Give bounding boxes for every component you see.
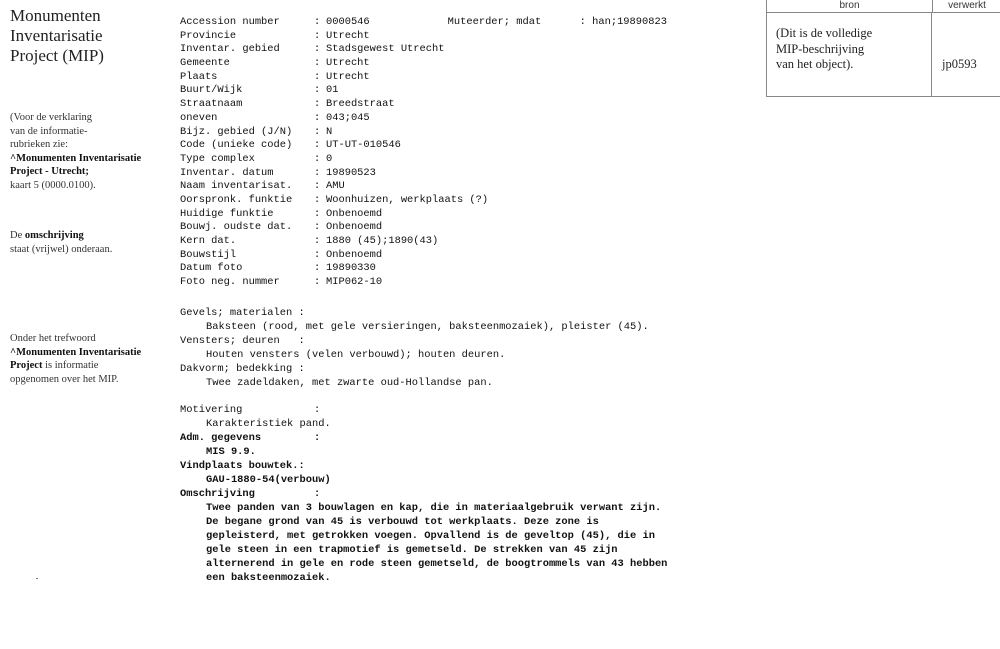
field-separator: : bbox=[314, 125, 321, 138]
field-label: oneven bbox=[180, 111, 218, 124]
field-label: Buurt/Wijk bbox=[180, 84, 243, 97]
verwerkt-header: verwerkt bbox=[948, 0, 986, 11]
adm-label: Adm. gegevens bbox=[180, 432, 262, 444]
field-label: Datum foto bbox=[180, 262, 243, 275]
note-line: rubrieken zie: bbox=[10, 139, 69, 151]
field-value: Onbenoemd bbox=[326, 248, 383, 261]
verwerkt-cell: jp0593 bbox=[942, 57, 977, 71]
field-label: Provincie bbox=[180, 29, 237, 42]
left-column bbox=[10, 6, 170, 66]
field-separator: : bbox=[314, 43, 321, 56]
omschrijving-line: een baksteenmozaiek. bbox=[206, 572, 331, 584]
record-row bbox=[180, 30, 667, 44]
note-line: Onder het trefwoord bbox=[10, 333, 96, 344]
bron-line: MIP-beschrijving bbox=[776, 41, 865, 56]
field-separator: : bbox=[314, 248, 321, 261]
field-separator: : bbox=[314, 193, 321, 206]
colon: : bbox=[314, 432, 321, 444]
note-line-bold: ^Monumenten Inventarisatie bbox=[10, 346, 142, 358]
note-line: De omschrijving bbox=[10, 230, 84, 241]
record-row bbox=[180, 180, 667, 194]
note-line-bold: Project - Utrecht; bbox=[10, 166, 89, 178]
field-value: 1880 (45);1890(43) bbox=[326, 235, 439, 247]
record-row bbox=[180, 276, 667, 290]
record-row bbox=[180, 153, 667, 167]
materialen-section bbox=[180, 306, 649, 390]
field-label: Bouwstijl bbox=[180, 248, 237, 261]
field-label: Foto neg. nummer bbox=[180, 276, 280, 289]
field-value: 043;045 bbox=[326, 111, 370, 124]
record-row bbox=[180, 98, 667, 112]
bron-line: (Dit is de volledige bbox=[776, 26, 873, 40]
field-separator: : bbox=[314, 16, 321, 28]
field-value: Onbenoemd bbox=[326, 207, 383, 220]
field-separator: : bbox=[314, 152, 321, 165]
field-value: Utrecht bbox=[326, 57, 370, 70]
field-value: 0 bbox=[326, 152, 333, 165]
record-row bbox=[180, 194, 667, 208]
omschrijving-line: gepleisterd, met getrokken voegen. Opvallend is de geveltop (45), die in bbox=[206, 530, 655, 542]
field-value: N bbox=[326, 125, 333, 138]
bron-line: van het object). bbox=[776, 57, 854, 71]
field-separator: : bbox=[314, 70, 321, 83]
field-value: 01 bbox=[326, 84, 339, 97]
vensters-value: Houten vensters (velen verbouwd); houten deuren. bbox=[206, 349, 506, 361]
field-value: Utrecht bbox=[326, 29, 370, 42]
record-fields bbox=[180, 16, 667, 290]
document-title bbox=[10, 6, 170, 66]
note-line: staat (vrijwel) onderaan. bbox=[10, 243, 113, 255]
bron-cell bbox=[767, 13, 932, 96]
field-label: Naam inventarisat. bbox=[180, 180, 293, 193]
motivering-row bbox=[180, 403, 667, 417]
field-label: Inventar. datum bbox=[180, 166, 274, 179]
note-line: kaart 5 (0000.0100). bbox=[10, 179, 96, 191]
colon: : bbox=[314, 404, 321, 416]
field-label: Type complex bbox=[180, 152, 255, 165]
field-value: 19890523 bbox=[326, 166, 376, 179]
note-line: van de informatie- bbox=[10, 125, 88, 137]
omschrijving-line: De begane grond van 45 is verbouwd tot werkplaats. Deze zone is bbox=[206, 516, 599, 528]
muteerder-field bbox=[448, 16, 667, 30]
omschrijving-line: gele steen in een trapmotief is gemetseld. De strekken van 45 zijn bbox=[206, 544, 618, 556]
title-line: Project (MIP) bbox=[10, 46, 104, 65]
vindplaats-label: Vindplaats bouwtek.: bbox=[180, 460, 305, 472]
field-label: Oorspronk. funktie bbox=[180, 193, 293, 206]
motivering-label: Motivering bbox=[180, 404, 243, 416]
field-label: Bijz. gebied (J/N) bbox=[180, 125, 293, 138]
title-line: Monumenten bbox=[10, 6, 101, 25]
trefwoord-note bbox=[10, 332, 141, 386]
vensters-label: Vensters; deuren : bbox=[180, 335, 305, 347]
note-line: (Voor de verklaring bbox=[10, 112, 93, 123]
field-separator: : bbox=[314, 180, 321, 193]
vindplaats-value: GAU-1880-54(verbouw) bbox=[206, 474, 331, 486]
record-row bbox=[180, 71, 667, 85]
field-separator: : bbox=[314, 57, 321, 70]
record-row bbox=[180, 262, 667, 276]
field-separator: : bbox=[314, 139, 321, 152]
record-row bbox=[180, 235, 667, 249]
omschrijving-label: Omschrijving bbox=[180, 488, 255, 500]
field-label: Bouwj. oudste dat. bbox=[180, 221, 293, 234]
record-row bbox=[180, 221, 667, 235]
field-label: Plaats bbox=[180, 70, 218, 83]
record-row bbox=[180, 84, 667, 98]
record-row bbox=[180, 57, 667, 71]
field-label: Code (unieke code) bbox=[180, 139, 293, 152]
field-separator: : bbox=[314, 29, 321, 42]
record-row bbox=[180, 249, 667, 263]
field-label: Huidige funktie bbox=[180, 207, 274, 220]
record-row bbox=[180, 139, 667, 153]
field-label: Inventar. gebied bbox=[180, 43, 280, 56]
omschrijving-line: alternerend in gele en rode steen gemetseld, de boogtrommels van 43 hebben bbox=[206, 558, 668, 570]
field-separator: : bbox=[314, 111, 321, 124]
field-label: Accession number bbox=[180, 16, 280, 28]
dakvorm-label: Dakvorm; bedekking : bbox=[180, 363, 305, 375]
field-separator: : bbox=[314, 221, 321, 234]
field-value: Utrecht bbox=[326, 70, 370, 83]
bron-table-row bbox=[767, 13, 1000, 96]
field-value: 19890330 bbox=[326, 262, 376, 275]
stray-mark bbox=[36, 578, 38, 579]
record-row bbox=[180, 208, 667, 222]
bron-table bbox=[766, 0, 1000, 97]
bron-table-header bbox=[767, 0, 1000, 13]
field-separator: : bbox=[314, 98, 321, 111]
bron-header: bron bbox=[767, 0, 933, 12]
record-row bbox=[180, 112, 667, 126]
omschrijving-row bbox=[180, 487, 667, 501]
field-separator: : bbox=[314, 207, 321, 220]
field-separator: : bbox=[314, 262, 321, 275]
field-separator: : bbox=[314, 276, 321, 289]
field-value: Woonhuizen, werkplaats (?) bbox=[326, 193, 489, 206]
field-value: Stadsgewest Utrecht bbox=[326, 43, 445, 56]
record-row bbox=[180, 167, 667, 181]
colon: : bbox=[314, 488, 321, 500]
motivering-value: Karakteristiek pand. bbox=[206, 418, 331, 430]
field-separator: : bbox=[314, 166, 321, 179]
gevels-label: Gevels; materialen : bbox=[180, 307, 305, 319]
details-section bbox=[180, 403, 667, 585]
record-row bbox=[180, 126, 667, 140]
title-line: Inventarisatie bbox=[10, 26, 103, 45]
field-label: Kern dat. bbox=[180, 235, 237, 247]
omschrijving-line: Twee panden van 3 bouwlagen en kap, die in materiaalgebruik verwant zijn. bbox=[206, 502, 662, 514]
note-line-bold: ^Monumenten Inventarisatie bbox=[10, 152, 142, 164]
adm-row bbox=[180, 431, 667, 445]
verklaring-note bbox=[10, 111, 141, 193]
field-value: Onbenoemd bbox=[326, 221, 383, 234]
field-value: MIP062-10 bbox=[326, 276, 383, 289]
gevels-value: Baksteen (rood, met gele versieringen, baksteenmozaiek), pleister (45). bbox=[206, 321, 649, 333]
field-label: Gemeente bbox=[180, 57, 230, 70]
record-row bbox=[180, 16, 667, 30]
field-value: UT-UT-010546 bbox=[326, 139, 401, 152]
adm-value: MIS 9.9. bbox=[206, 446, 256, 458]
field-separator: : bbox=[314, 235, 321, 247]
field-value: AMU bbox=[326, 180, 345, 193]
record-row bbox=[180, 43, 667, 57]
field-value: 0000546 bbox=[326, 16, 370, 28]
note-line: opgenomen over het MIP. bbox=[10, 373, 119, 385]
dakvorm-value: Twee zadeldaken, met zwarte oud-Hollandse pan. bbox=[206, 377, 493, 389]
field-separator: : bbox=[314, 84, 321, 97]
note-line: Project is informatie bbox=[10, 360, 99, 372]
omschrijving-note bbox=[10, 229, 112, 256]
muteerder-value: : han;19890823 bbox=[579, 16, 667, 28]
field-label: Straatnaam bbox=[180, 98, 243, 111]
field-value: Breedstraat bbox=[326, 98, 395, 111]
muteerder-label: Muteerder; mdat bbox=[447, 16, 542, 28]
